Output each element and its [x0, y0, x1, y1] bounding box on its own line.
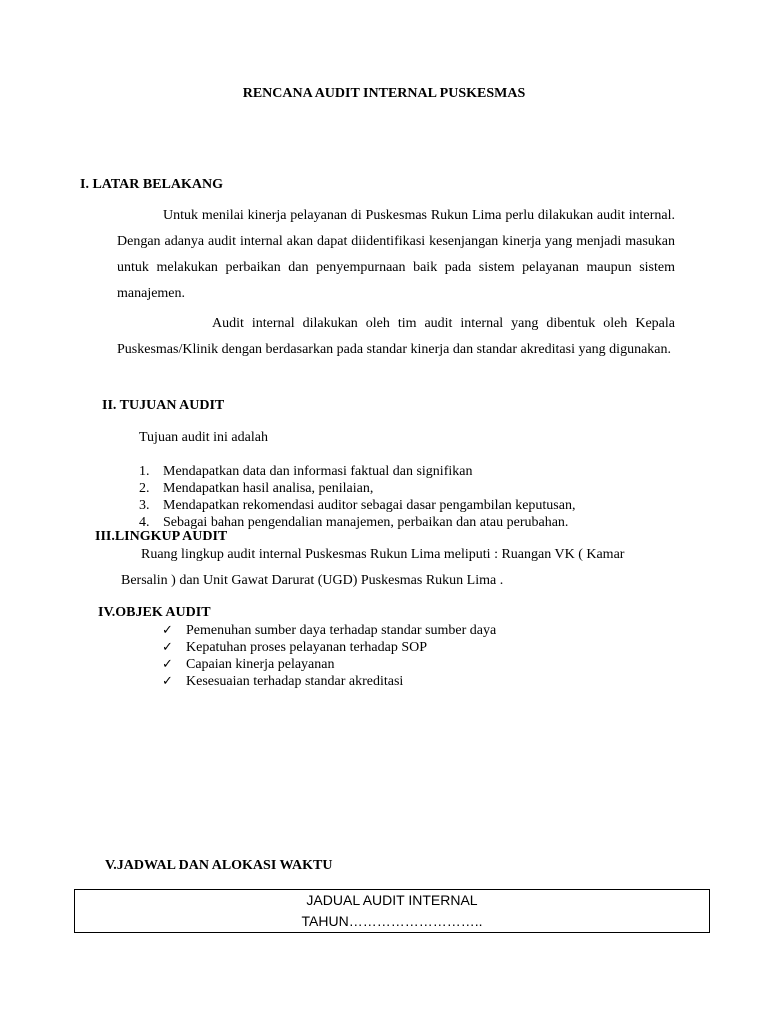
list-item: [139, 480, 575, 497]
list-item-text: Sebagai bahan pengendalian manajemen, perbaikan dan atau perubahan.: [163, 515, 569, 530]
list-item: [162, 639, 496, 656]
list-item-number: 2.: [139, 481, 150, 496]
list-item: [139, 463, 575, 480]
schedule-table: [74, 889, 710, 933]
list-item-text: Pemenuhan sumber daya terhadap standar sumber daya: [186, 623, 497, 638]
section-1-paragraph-2: Audit internal dilakukan oleh tim audit internal yang dibentuk oleh Kepala Puskesmas/Klinik dengan berdasarkan pada standar kinerja dan standar akreditasi yang digunakan.: [117, 316, 675, 357]
list-item-text: Kepatuhan proses pelayanan terhadap SOP: [186, 640, 428, 655]
section-2-intro: Tujuan audit ini adalah: [139, 430, 268, 445]
checkmark-icon: ✓: [162, 640, 173, 655]
list-item-text: Capaian kinerja pelayanan: [186, 657, 335, 672]
table-title: JADUAL AUDIT INTERNAL: [306, 892, 478, 908]
audit-objects-list: [162, 622, 496, 690]
table-year: TAHUN………………………..: [301, 913, 483, 929]
checkmark-icon: ✓: [162, 623, 173, 638]
section-5-heading: V.JADWAL DAN ALOKASI WAKTU: [105, 858, 333, 873]
section-3-heading: III.LINGKUP AUDIT: [95, 529, 228, 544]
list-item-text: Mendapatkan hasil analisa, penilaian,: [163, 481, 374, 496]
section-1-paragraph-1: Untuk menilai kinerja pelayanan di Puskesmas Rukun Lima perlu dilakukan audit internal. Dengan adanya audit internal akan dapat diidentifikasi kesenjangan kinerja yang menjadi masukan untuk melakukan perbaikan dan penyempurnaan baik pada sistem pelayanan maupun sistem manajemen.: [117, 208, 675, 301]
list-item-text: Kesesuaian terhadap standar akreditasi: [186, 674, 404, 689]
list-item-number: 4.: [139, 515, 150, 530]
list-item: [162, 673, 496, 690]
section-3-line-2: Bersalin ) dan Unit Gawat Darurat (UGD) Puskesmas Rukun Lima .: [121, 573, 504, 588]
section-1-heading: I. LATAR BELAKANG: [80, 177, 224, 192]
list-item-number: 3.: [139, 498, 150, 513]
section-3-line-1: Ruang lingkup audit internal Puskesmas Rukun Lima meliputi : Ruangan VK ( Kamar: [141, 547, 625, 562]
section-2-heading: II. TUJUAN AUDIT: [102, 398, 225, 413]
list-item: [162, 622, 496, 639]
list-item-text: Mendapatkan rekomendasi auditor sebagai dasar pengambilan keputusan,: [163, 498, 576, 513]
checkmark-icon: ✓: [162, 657, 173, 672]
list-item: [139, 497, 575, 514]
list-item: [162, 656, 496, 673]
checkmark-icon: ✓: [162, 674, 173, 689]
objectives-list: [139, 463, 575, 531]
section-4-heading: IV.OBJEK AUDIT: [98, 605, 211, 620]
list-item-number: 1.: [139, 464, 150, 479]
document-title: RENCANA AUDIT INTERNAL PUSKESMAS: [242, 86, 526, 101]
list-item-text: Mendapatkan data dan informasi faktual dan signifikan: [163, 464, 473, 479]
